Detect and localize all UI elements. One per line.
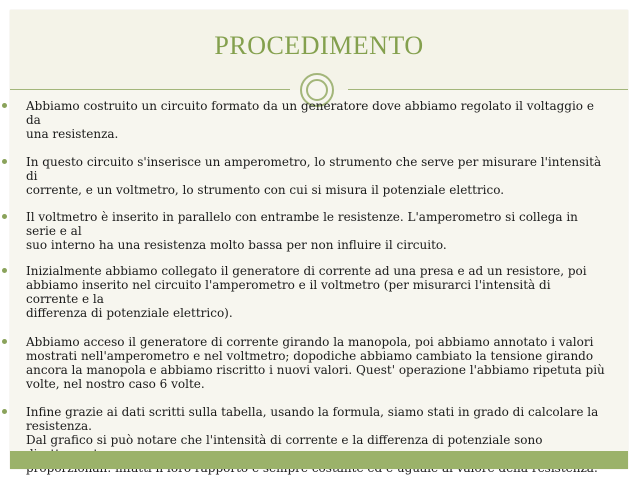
bullet-text-line: abbiamo inserito nel circuito l'amperometro e il voltmetro (per misurarci l'intensità di corrente e la: [26, 278, 551, 306]
slide: [10, 10, 628, 469]
bullet-dot-icon: [2, 409, 7, 414]
bullet-item: [10, 155, 606, 197]
title-divider-left: [10, 89, 290, 90]
bullet-dot-icon: [2, 103, 7, 108]
bullet-text-line: Inizialmente abbiamo collegato il generatore di corrente ad una presa e ad un resistore, poi: [26, 264, 587, 278]
bullet-dot-icon: [2, 159, 7, 164]
bullet-text-line: volte, nel nostro caso 6 volte.: [26, 377, 205, 391]
bullet-dot-icon: [2, 339, 7, 344]
bullet-item: [10, 210, 606, 252]
bullet-text-line: mostrati nell'amperometro e nel voltmetro; dopodiche abbiamo cambiato la tensione girando: [26, 349, 594, 363]
bullet-text-line: suo interno ha una resistenza molto bassa per non influire il circuito.: [26, 238, 447, 252]
bullet-text-line: ancora la manopola e abbiamo riscritto i nuovi valori. Quest' operazione l'abbiamo ripetuta più: [26, 363, 605, 377]
title-divider-right: [348, 89, 628, 90]
bullet-dot-icon: [2, 214, 7, 219]
bullet-text-line: Infine grazie ai dati scritti sulla tabella, usando la formula, siamo stati in grado di calcolare la: [26, 405, 599, 419]
circle-ornament-inner: [306, 79, 328, 101]
bullet-item: [10, 335, 606, 391]
bullet-text-line: Dal grafico si può notare che l'intensità di corrente e la differenza di potenziale sono: [26, 433, 543, 447]
bullet-text-line: Il voltmetro è inserito in parallelo con entrambe le resistenze. L'amperometro si collega in serie e al: [26, 210, 578, 238]
bullet-text-line: In questo circuito s'inserisce un amperometro, lo strumento che serve per misurare l'intensità di: [26, 155, 602, 183]
bullet-dot-icon: [2, 268, 7, 273]
bullet-list: [10, 99, 628, 475]
bottom-accent-bar: [10, 451, 628, 469]
bullet-text-line: una resistenza.: [26, 127, 119, 141]
slide-title: PROCEDIMENTO: [214, 31, 424, 60]
bullet-item: [10, 99, 606, 141]
bullet-item: [10, 264, 606, 320]
bullet-text-line: differenza di potenziale elettrico).: [26, 306, 233, 320]
bullet-text-line: resistenza.: [26, 419, 92, 433]
bullet-text-line: corrente, e un voltmetro, lo strumento con cui si misura il potenziale elettrico.: [26, 183, 505, 197]
bullet-text-line: Abbiamo acceso il generatore di corrente girando la manopola, poi abbiamo annotato i valori: [26, 335, 594, 349]
bullet-text-line: Abbiamo costruito un circuito formato da un generatore dove abbiamo regolato il voltaggio e da: [26, 99, 594, 127]
